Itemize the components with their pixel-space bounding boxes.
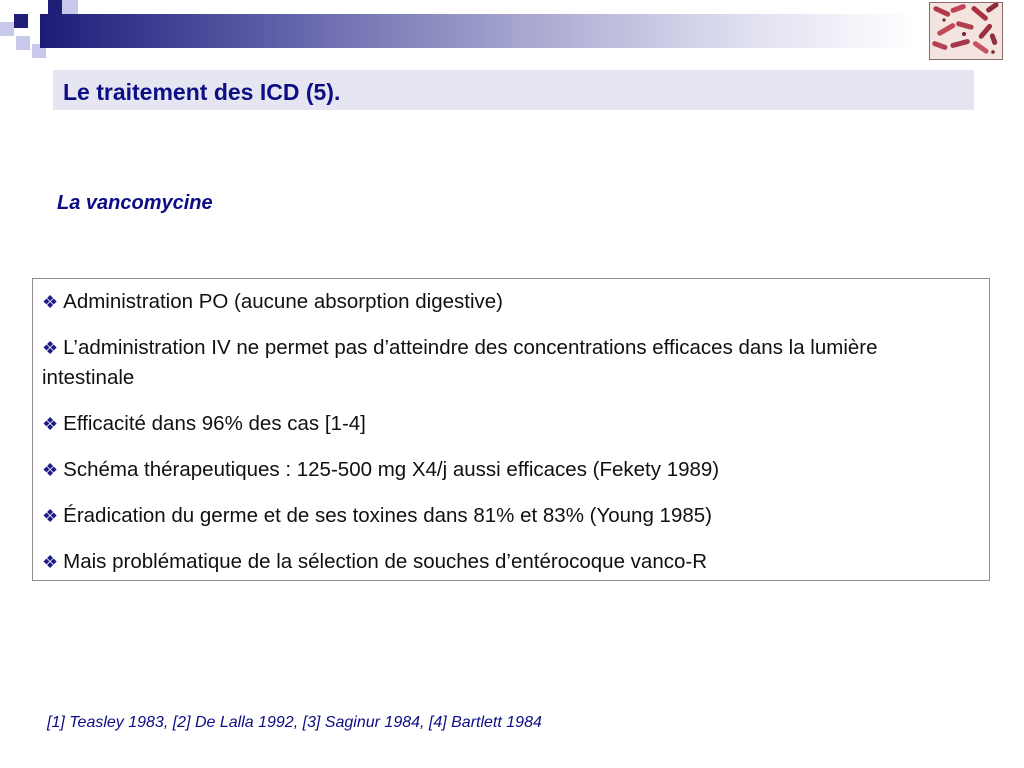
diamond-bullet-icon: ❖: [42, 552, 59, 572]
content-box: [32, 278, 990, 581]
bullet-item: [42, 501, 975, 531]
diamond-bullet-icon: ❖: [42, 414, 59, 434]
bullet-item: [42, 287, 975, 317]
decor-square: [0, 22, 14, 36]
bullet-text: Administration PO (aucune absorption digestive): [63, 290, 503, 313]
slide-subtitle: La vancomycine: [57, 192, 213, 214]
bullet-item: [42, 547, 975, 577]
decor-square: [48, 0, 62, 14]
header-gradient-band: [40, 14, 915, 48]
bullet-item: [42, 409, 975, 439]
bacteria-micrograph-thumbnail: [929, 2, 1003, 60]
diamond-bullet-icon: ❖: [42, 338, 59, 358]
diamond-bullet-icon: ❖: [42, 506, 59, 526]
micrograph-image: [930, 3, 1002, 59]
bullet-item: [42, 333, 975, 393]
bullet-text: Efficacité dans 96% des cas [1-4]: [63, 412, 366, 435]
title-bar: [53, 70, 974, 110]
decor-square: [16, 36, 30, 50]
slide-title: Le traitement des ICD (5).: [63, 79, 341, 105]
bullet-text: Éradication du germe et de ses toxines dans 81% et 83% (Young 1985): [63, 504, 712, 527]
diamond-bullet-icon: ❖: [42, 292, 59, 312]
bullet-text: L’administration IV ne permet pas d’atteindre des concentrations efficaces dans la lumière intestinale: [42, 336, 878, 389]
decor-square: [62, 0, 78, 14]
bullet-list: [33, 279, 989, 577]
decor-square: [14, 14, 28, 28]
references: [1] Teasley 1983, [2] De Lalla 1992, [3] Saginur 1984, [4] Bartlett 1984: [47, 714, 542, 731]
diamond-bullet-icon: ❖: [42, 460, 59, 480]
bullet-text: Schéma thérapeutiques : 125-500 mg X4/j aussi efficaces (Fekety 1989): [63, 458, 720, 481]
bullet-text: Mais problématique de la sélection de souches d’entérocoque vanco-R: [63, 550, 707, 573]
bullet-item: [42, 455, 975, 485]
